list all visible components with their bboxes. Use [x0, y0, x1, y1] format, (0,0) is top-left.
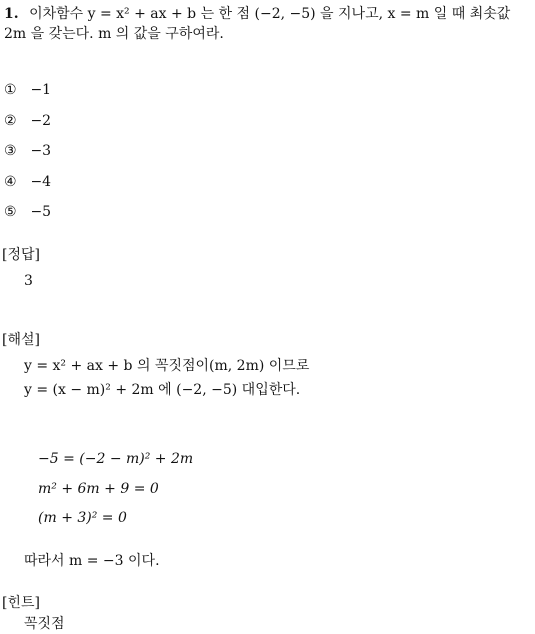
- answer-value: 3: [24, 273, 33, 289]
- explanation-line-2: y = (x − m)² + 2m 에 (−2, −5) 대입한다.: [24, 382, 301, 398]
- choice-text: −1: [30, 82, 52, 98]
- choice-mark: ⑤: [4, 204, 17, 220]
- explanation-heading: [해설]: [2, 332, 40, 348]
- choice-text: −4: [30, 174, 52, 190]
- explanation-line-1: y = x² + ax + b 의 꼭짓점이(m, 2m) 이므로: [24, 358, 310, 374]
- hint-heading: [힌트]: [2, 595, 40, 611]
- choice-mark: ①: [4, 82, 17, 98]
- explanation-conclusion: 따라서 m = −3 이다.: [24, 553, 160, 569]
- choice-text: −2: [30, 113, 52, 129]
- hint-text: 꼭짓점: [24, 616, 65, 632]
- equation-3: (m + 3)² = 0: [38, 510, 127, 526]
- choice-3[interactable]: [4, 141, 51, 161]
- equation-2: m² + 6m + 9 = 0: [38, 481, 159, 497]
- question-line-1: [4, 4, 510, 24]
- answer-heading: [정답]: [2, 247, 40, 263]
- choice-2[interactable]: [4, 111, 51, 131]
- question-line-2: 2m 을 갖는다. m 의 값을 구하여라.: [4, 26, 224, 42]
- choice-5[interactable]: [4, 202, 51, 222]
- choice-text: −3: [30, 143, 52, 159]
- choice-text: −5: [30, 204, 52, 220]
- choice-mark: ③: [4, 143, 17, 159]
- choice-4[interactable]: [4, 172, 51, 192]
- question-number: 1.: [4, 6, 19, 22]
- choice-1[interactable]: [4, 80, 51, 100]
- choice-mark: ②: [4, 113, 17, 129]
- equation-1: −5 = (−2 − m)² + 2m: [38, 451, 194, 467]
- question-text-1: 이차함수 y = x² + ax + b 는 한 점 (−2, −5) 을 지나고, x = m 일 때 최솟값: [29, 6, 511, 22]
- choice-mark: ④: [4, 174, 17, 190]
